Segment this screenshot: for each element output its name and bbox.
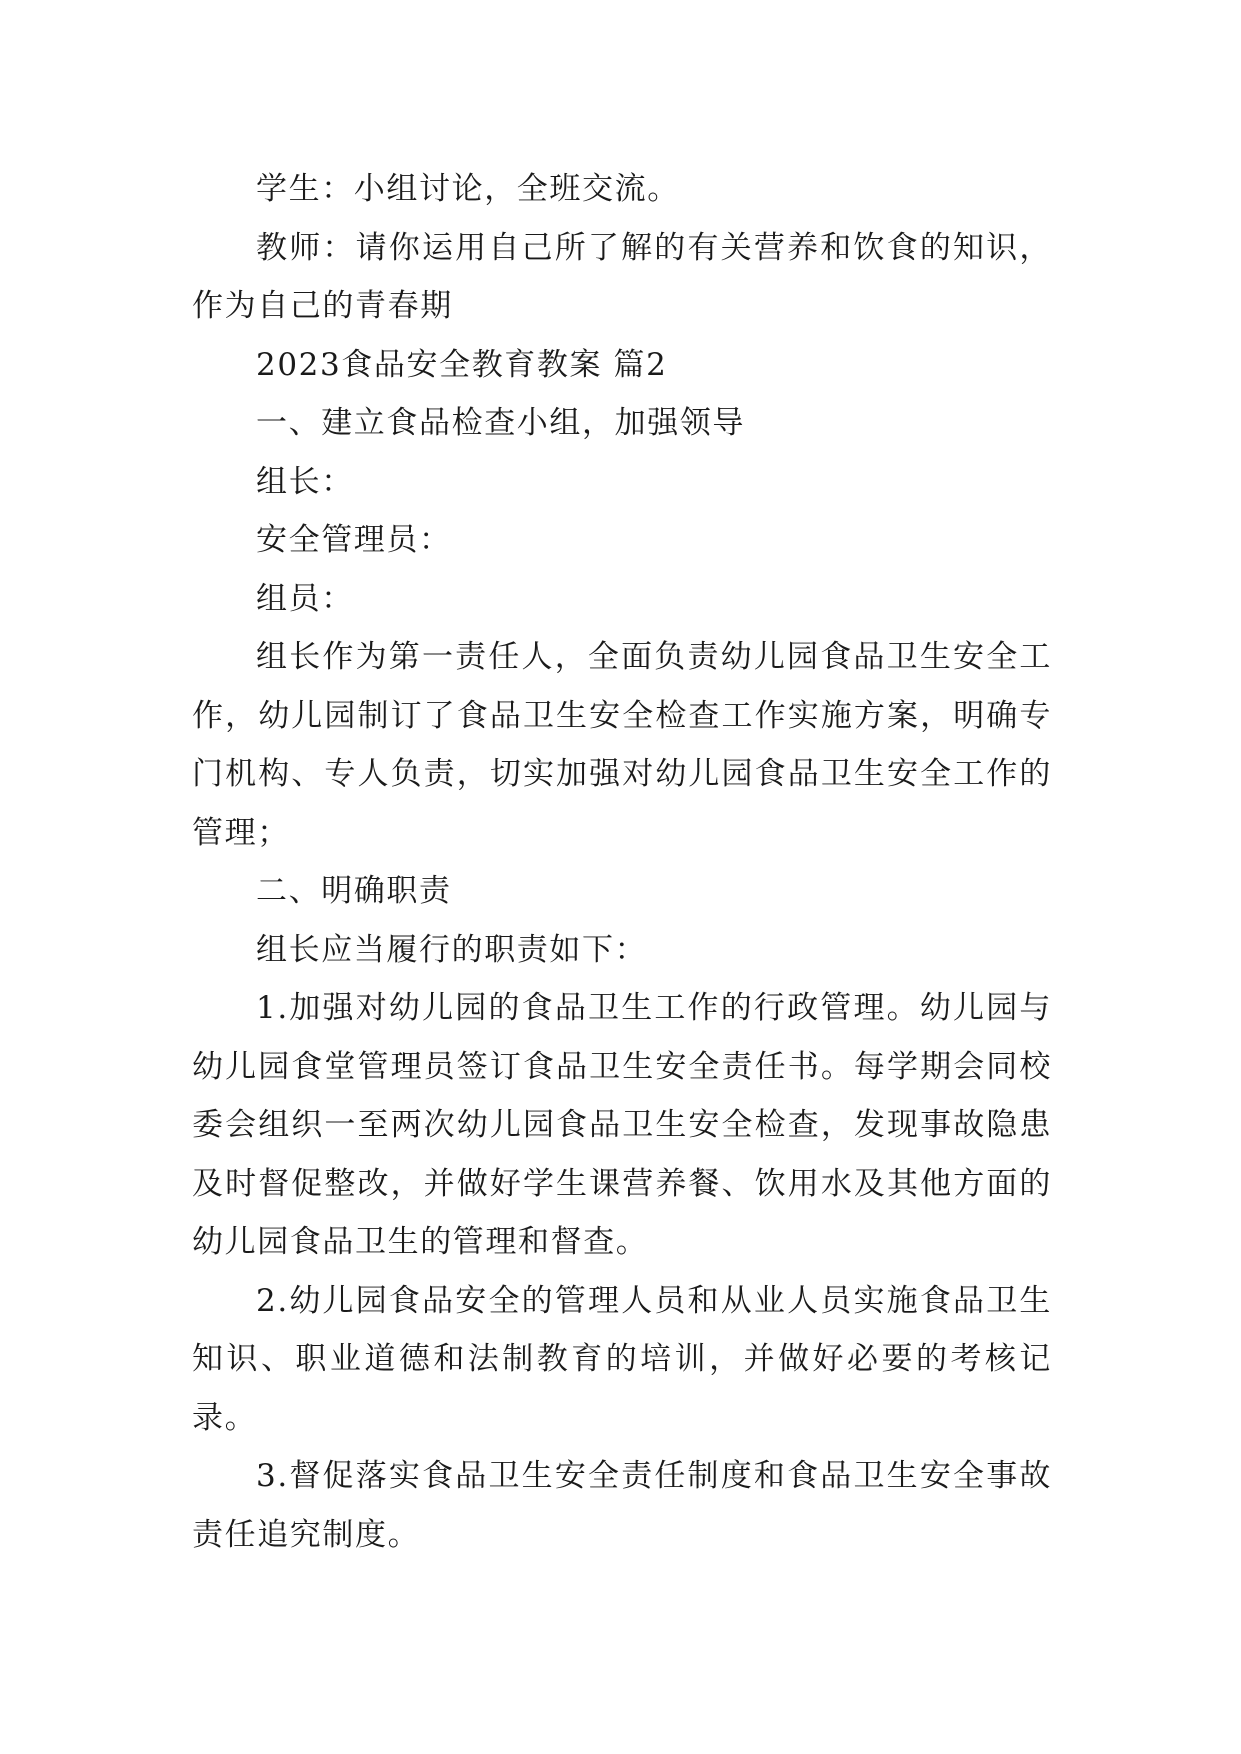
section-title: 2023食品安全教育教案 篇2 xyxy=(256,346,668,383)
list-item-duty-2: 2.幼儿园食品安全的管理人员和从业人员实施食品卫生知识、职业道德和法制教育的培训，并做好必要的考核记录。 xyxy=(192,1282,1052,1436)
heading-establish-group: 一、建立食品检查小组，加强领导 xyxy=(256,405,745,441)
heading-clarify-duties: 二、明确职责 xyxy=(256,873,452,909)
paragraph-duties-intro: 组长应当履行的职责如下： xyxy=(256,931,648,968)
label-safety-manager: 安全管理员： xyxy=(256,522,452,558)
document-body xyxy=(192,160,1052,1564)
label-group-leader: 组长： xyxy=(256,463,354,500)
paragraph-teacher-prompt: 教师：请你运用自己所了解的有关营养和饮食的知识，作为自己的青春期 xyxy=(192,229,1052,324)
list-item-duty-3: 3.督促落实食品卫生安全责任制度和食品卫生安全事故责任追究制度。 xyxy=(192,1458,1052,1553)
paragraph-leader-responsibility: 组长作为第一责任人，全面负责幼儿园食品卫生安全工作，幼儿园制订了食品卫生安全检查工作实施方案，明确专门机构、专人负责，切实加强对幼儿园食品卫生安全工作的管理； xyxy=(192,639,1052,851)
paragraph-student-discussion: 学生：小组讨论，全班交流。 xyxy=(256,171,680,207)
list-item-duty-1: 1.加强对幼儿园的食品卫生工作的行政管理。幼儿园与幼儿园食堂管理员签订食品卫生安全责任书。每学期会同校委会组织一至两次幼儿园食品卫生安全检查，发现事故隐患及时督促整改，并做好学生课营养餐、饮用水及其他方面的幼儿园食品卫生的管理和督查。 xyxy=(192,990,1052,1260)
label-group-members: 组员： xyxy=(256,580,354,617)
